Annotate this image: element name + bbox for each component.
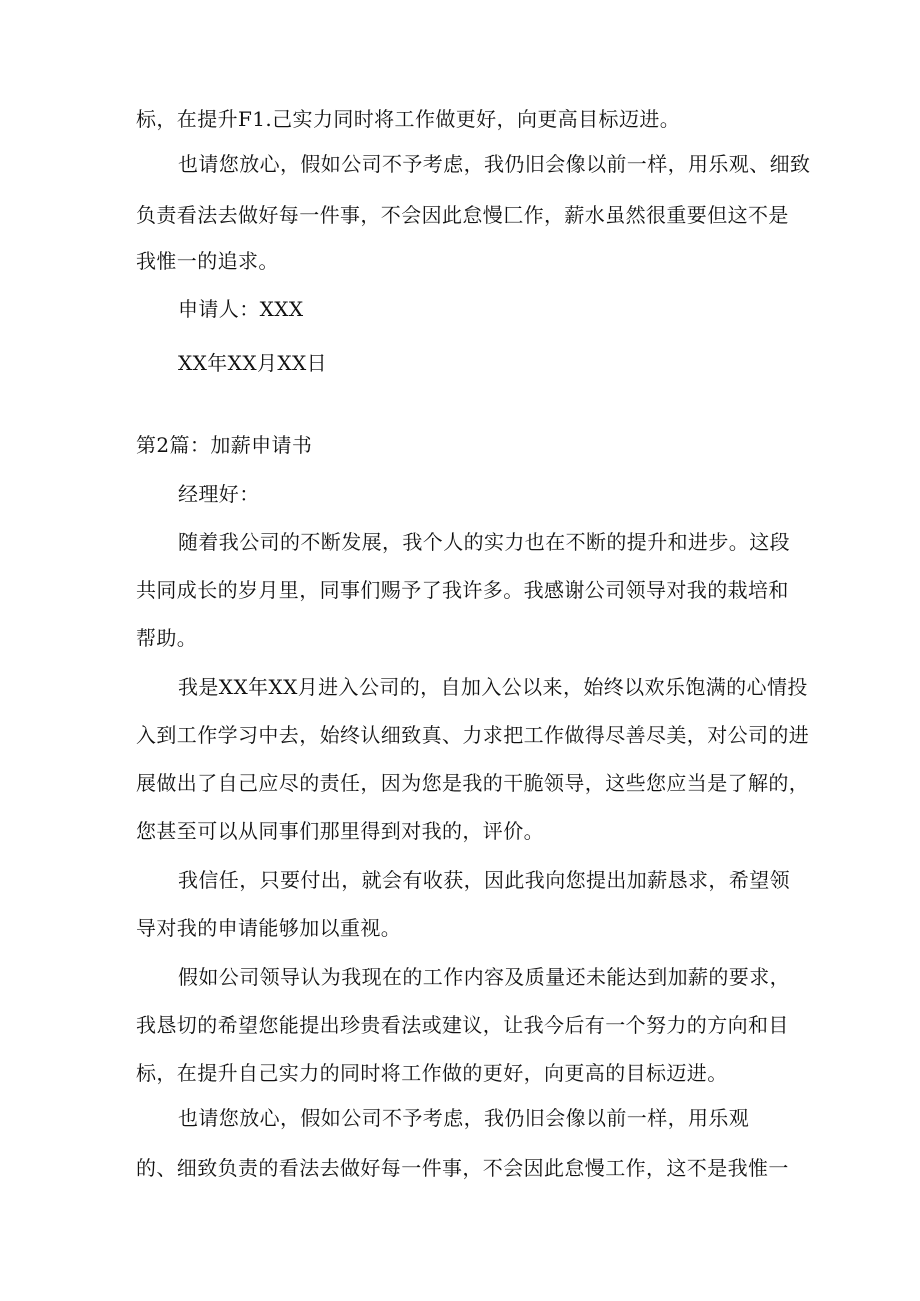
text-line: 随着我公司的不断发展，我个人的实力也在不断的提升和进步。这段 [178,530,790,554]
text-line: 我信任，只要付出，就会有收获，因此我向您提出加薪恳求，希望领 [178,868,790,892]
text-line: 标，在提升自己实力的同时将工作做的更好，向更高的目标迈进。 [136,1061,728,1085]
date-line: XX年XX月XX日 [178,351,328,375]
text-line: 帮助。 [136,626,198,650]
text-line: 入到工作学习中去，始终认细致真、力求把工作做得尽善尽美，对公司的进 [136,723,810,747]
text-line: 标，在提升F1.己实力同时将工作做更好，向更高目标迈进。 [136,107,681,131]
text-line: 我是XX年XX月进入公司的，自加入公以来，始终以欢乐饱满的心情投 [178,675,808,699]
text-line: 展做出了自己应尽的责任，因为您是我的干脆领导，这些您应当是了解的， [136,771,810,795]
text-line: 假如公司领导认为我现在的工作内容及质量还未能达到加薪的要求， [178,965,790,989]
section-heading: 第2篇：加薪申请书 [136,433,313,457]
salutation: 经理好： [178,482,260,506]
text-line: 也请您放心，假如公司不予考虑，我仍旧会像以前一样，用乐观、细致 [178,152,811,176]
text-line: 我恳切的希望您能提出珍贵看法或建议，让我今后有一个努力的方向和目 [136,1013,789,1037]
text-line: 您甚至可以从同事们那里得到对我的，评价。 [136,819,544,843]
text-line: 共同成长的岁月里，同事们赐予了我许多。我感谢公司领导对我的栽培和 [136,578,789,602]
text-line: 也请您放心，假如公司不予考虑，我仍旧会像以前一样，用乐观 [178,1106,750,1130]
applicant-signature: 申请人：XXX [178,297,304,321]
text-line: 负责看法去做好每一件事，不会因此怠慢匚作，薪水虽然很重要但这不是 [136,203,789,227]
text-line: 导对我的申请能够加以重视。 [136,916,402,940]
text-line: 我惟一的追求。 [136,249,279,273]
text-line: 的、细致负责的看法去做好每一件事，不会因此怠慢工作，这不是我惟一 [136,1156,789,1180]
